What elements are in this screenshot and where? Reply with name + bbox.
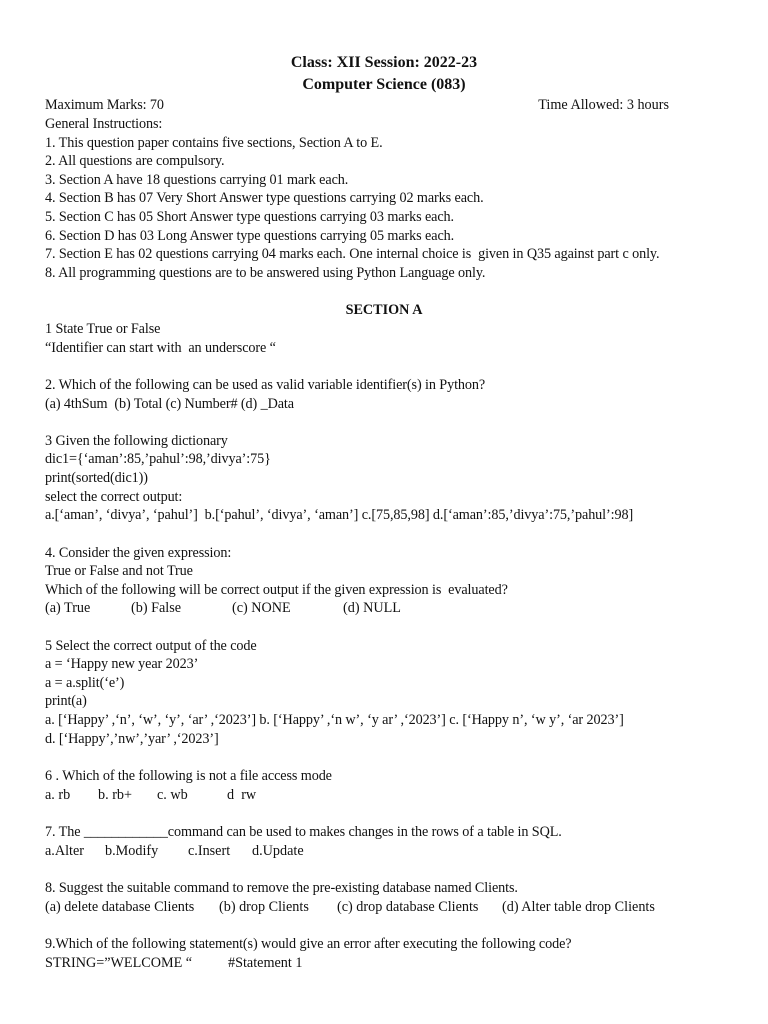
question-3: 3 Given the following dictionary bbox=[45, 433, 228, 449]
question-7-option: c.Insert bbox=[188, 843, 231, 859]
instruction-item: 3. Section A have 18 questions carrying 01 mark each. bbox=[45, 172, 349, 188]
question-6-option: d rw bbox=[227, 787, 257, 803]
instruction-item: 4. Section B has 07 Very Short Answer type questions carrying 02 marks each. bbox=[45, 190, 484, 206]
question-4-option: (d) NULL bbox=[343, 600, 401, 616]
instruction-item: 8. All programming questions are to be answered using Python Language only. bbox=[45, 265, 486, 281]
question-9: 9.Which of the following statement(s) would give an error after executing the following code? bbox=[45, 936, 572, 952]
question-8-option: (c) drop database Clients bbox=[337, 899, 479, 915]
question-5: 5 Select the correct output of the code bbox=[45, 638, 257, 654]
question-8-option: (b) drop Clients bbox=[219, 899, 309, 915]
question-4-prompt: Which of the following will be correct output if the given expression is evaluated? bbox=[45, 582, 508, 598]
section-a-heading: SECTION A bbox=[345, 302, 423, 318]
max-marks: Maximum Marks: 70 bbox=[45, 97, 164, 113]
question-5-code-line: print(a) bbox=[45, 693, 87, 709]
question-2-options: (a) 4thSum (b) Total (c) Number# (d) _Data bbox=[45, 396, 294, 412]
question-6-option: c. wb bbox=[157, 787, 188, 803]
question-5-options: d. [‘Happy’,’nw’,’yar’ ,‘2023’] bbox=[45, 731, 219, 747]
question-7: 7. The ____________command can be used to makes changes in the rows of a table in SQL. bbox=[45, 824, 562, 840]
instruction-item: 5. Section C has 05 Short Answer type questions carrying 03 marks each. bbox=[45, 209, 454, 225]
question-4-option: (c) NONE bbox=[232, 600, 291, 616]
question-5-code-line: a = a.split(‘e’) bbox=[45, 675, 125, 691]
question-7-option: a.Alter bbox=[45, 843, 84, 859]
question-7-option: d.Update bbox=[252, 843, 304, 859]
question-8-option: (a) delete database Clients bbox=[45, 899, 195, 915]
question-4: 4. Consider the given expression: bbox=[45, 545, 232, 561]
question-8: 8. Suggest the suitable command to remove the pre-existing database named Clients. bbox=[45, 880, 518, 896]
question-6: 6 . Which of the following is not a file access mode bbox=[45, 768, 332, 784]
question-9-code-line: STRING=”WELCOME “ bbox=[45, 955, 193, 971]
instruction-item: 2. All questions are compulsory. bbox=[45, 153, 225, 169]
question-8-option: (d) Alter table drop Clients bbox=[502, 899, 655, 915]
question-5-code-line: a = ‘Happy new year 2023’ bbox=[45, 656, 199, 672]
question-6-option: b. rb+ bbox=[98, 787, 133, 803]
question-1: 1 State True or False bbox=[45, 321, 161, 337]
instruction-item: 6. Section D has 03 Long Answer type questions carrying 05 marks each. bbox=[45, 228, 455, 244]
instruction-item: 7. Section E has 02 questions carrying 04 marks each. One internal choice is given in Q35 against part c only. bbox=[45, 246, 660, 262]
question-9-comment: #Statement 1 bbox=[228, 955, 303, 971]
question-6-option: a. rb bbox=[45, 787, 71, 803]
time-allowed: Time Allowed: 3 hours bbox=[538, 97, 669, 113]
question-5-options: a. [‘Happy’ ,‘n’, ‘w’, ‘y’, ‘ar’ ,‘2023’] b. [‘Happy’ ,‘n w’, ‘y ar’ ,‘2023’] c. [‘Happy n’, ‘w y’, ‘ar 2023’] bbox=[45, 712, 624, 728]
question-3-options: a.[‘aman’, ‘divya’, ‘pahul’] b.[‘pahul’, ‘divya’, ‘aman’] c.[75,85,98] d.[‘aman’:85,’divya’:75,’pahul’:98] bbox=[45, 507, 634, 523]
question-3-prompt: select the correct output: bbox=[45, 489, 183, 505]
question-3-code-line: print(sorted(dic1)) bbox=[45, 470, 148, 486]
question-4-option: (a) True bbox=[45, 600, 91, 616]
question-7-option: b.Modify bbox=[105, 843, 159, 859]
question-1-statement: “Identifier can start with an underscore “ bbox=[45, 340, 276, 356]
question-3-code-line: dic1={‘aman’:85,’pahul’:98,’divya’:75} bbox=[45, 451, 271, 467]
instructions-heading: General Instructions: bbox=[45, 116, 163, 132]
subject-title: Computer Science (083) bbox=[302, 76, 466, 93]
instruction-item: 1. This question paper contains five sections, Section A to E. bbox=[45, 135, 383, 151]
question-4-expression: True or False and not True bbox=[45, 563, 193, 579]
class-session-title: Class: XII Session: 2022-23 bbox=[290, 54, 478, 71]
question-4-option: (b) False bbox=[131, 600, 182, 616]
question-2: 2. Which of the following can be used as valid variable identifier(s) in Python? bbox=[45, 377, 486, 393]
